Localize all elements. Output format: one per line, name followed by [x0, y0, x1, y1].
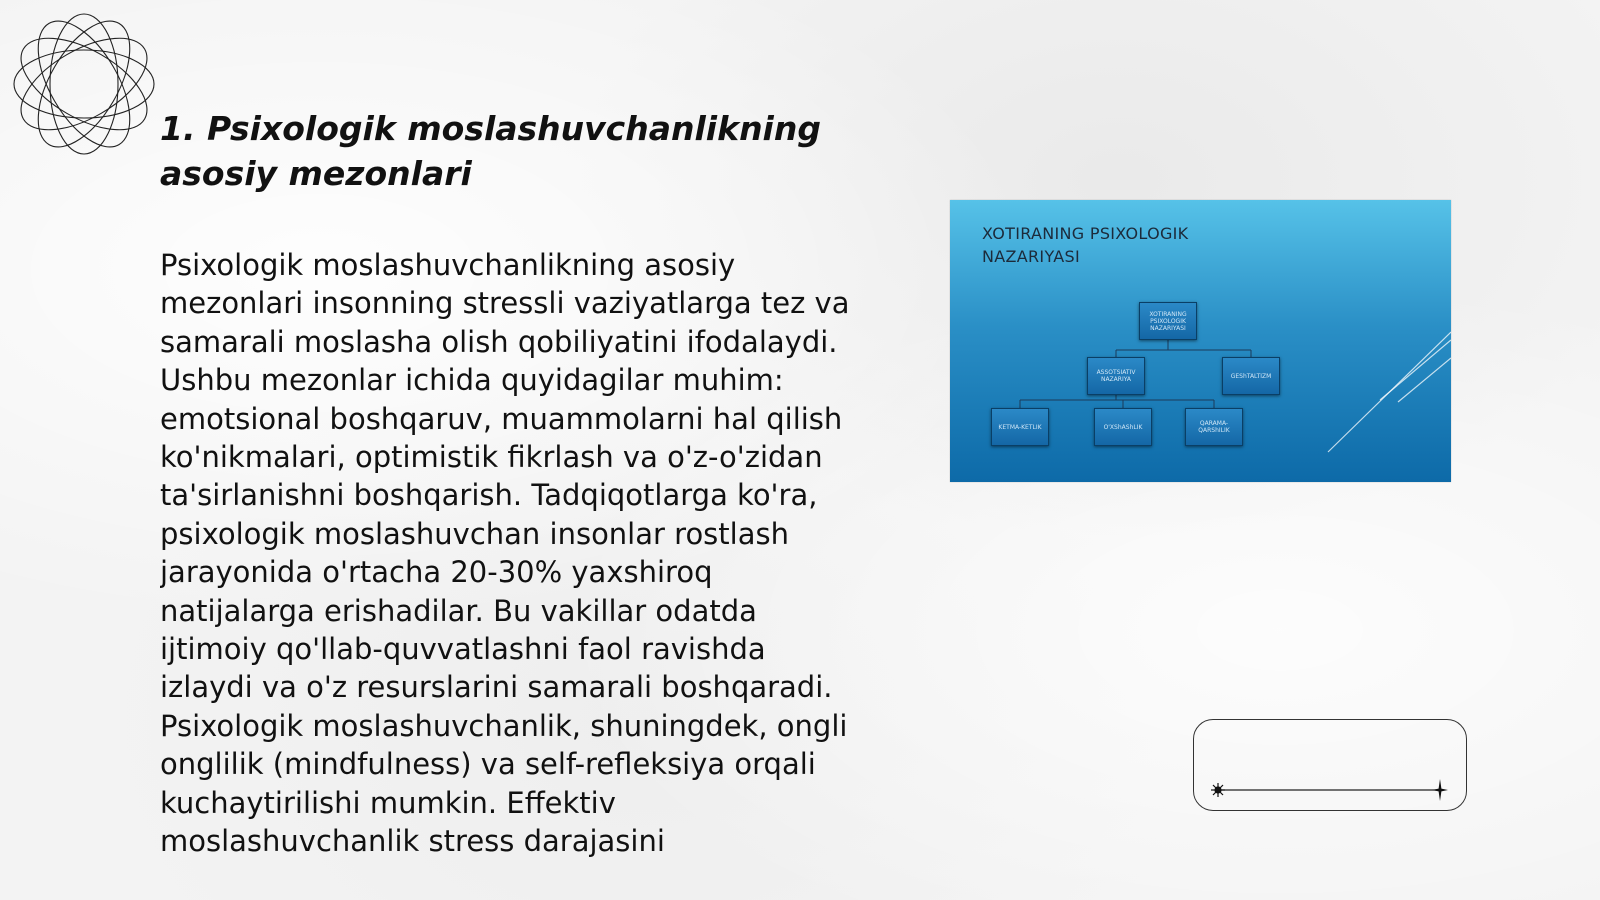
- org-node-contrast: QARAMA-QARShILIK: [1185, 408, 1243, 446]
- embedded-slide-title: XOTIRANING PSIXOLOGIK NAZARIYASI: [982, 224, 1189, 266]
- sparkle-star-icon: [1432, 779, 1448, 801]
- embedded-slide-image: [950, 200, 1451, 482]
- slide-title: 1. Psixologik moslashuvchanlikning asosiy mezonlari: [160, 109, 821, 193]
- org-node-root: XOTIRANING PSIXOLOGIK NAZARIYASI: [1139, 302, 1197, 340]
- org-node-associative: ASSOTSIATIV NAZARIYA: [1087, 357, 1145, 395]
- org-node-similarity: O'XShAShLIK: [1094, 408, 1152, 446]
- org-node-gestalt: GEShTALTIZM: [1222, 357, 1280, 395]
- sun-burst-icon: [1211, 783, 1225, 797]
- timeline-decoration: [1193, 719, 1467, 811]
- slide-body-text: Psixologik moslashuvchanlikning asosiy mezonlari insonning stressli vaziyatlarga tez va samarali moslasha olish qobiliyatini ifodalaydi. Ushbu mezonlar ichida quyidagilar muhim: emotsional boshqaruv, muammolarni hal qilish ko'nikmalari, optimistik fikrlash va o'z-o'zidan ta'sirlanishni boshqarish. Tadqiqotlarga ko'ra, psixologik moslashuvchan insonlar rostlash jarayonida o'rtacha 20-30% yaxshiroq natijalarga erishadilar. Bu vakillar odatda ijtimoiy qo'llab-quvvatlashni faol ravishda izlaydi va o'z resurslarini samarali boshqaradi. Psixologik moslashuvchanlik, shuningdek, ongli onglilik (mindfulness) va self-refleksiya orqali kuchaytirilishi mumkin. Effektiv moslashuvchanlik stress darajasini: [160, 248, 850, 859]
- timeline-line: [1194, 720, 1468, 812]
- org-node-sequence: KETMA-KETLIK: [991, 408, 1049, 446]
- orbit-rings-icon: [10, 10, 158, 158]
